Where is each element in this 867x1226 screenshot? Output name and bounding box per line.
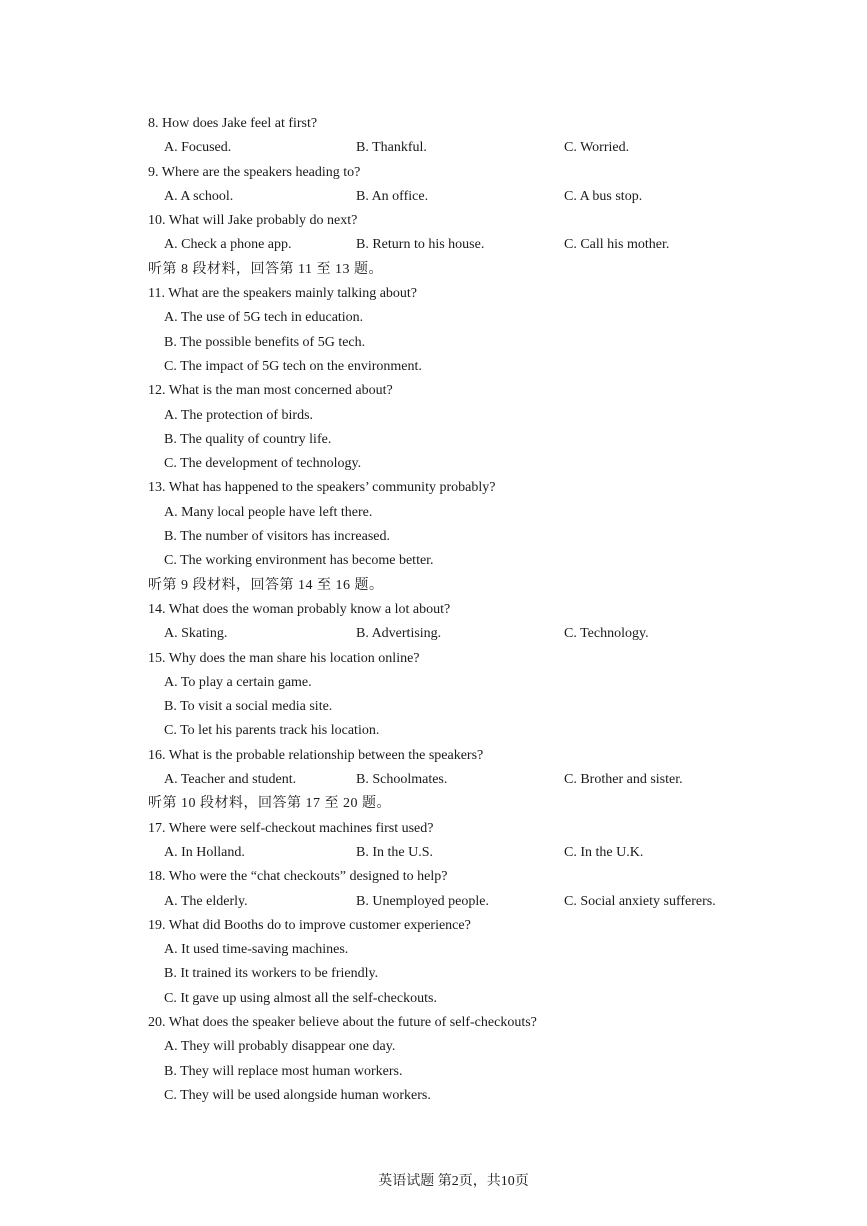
option-line: A. They will probably disappear one day. [164, 1039, 396, 1055]
option-line: A. It used time-saving machines. [164, 942, 349, 958]
section-instruction: 听第 9 段材料，回答第 14 至 16 题。 [148, 577, 384, 593]
option-c: C. Social anxiety sufferers. [564, 893, 716, 909]
option-c: C. A bus stop. [564, 188, 643, 204]
option-a: A. Check a phone app. [164, 237, 292, 253]
question-text: 8. How does Jake feel at first? [148, 116, 318, 131]
option-row [148, 890, 788, 914]
question-text: 14. What does the woman probably know a lot about? [148, 601, 451, 617]
option-b: B. Thankful. [356, 140, 427, 156]
option-row [148, 136, 788, 160]
option-line: B. They will replace most human workers. [164, 1063, 403, 1079]
option-c: C. In the U.K. [564, 844, 644, 860]
option-line: B. The quality of country life. [164, 431, 332, 447]
option-row [148, 233, 788, 257]
option-b: B. In the U.S. [356, 844, 433, 860]
option-c: C. Call his mother. [564, 237, 670, 253]
option-b: B. Return to his house. [356, 237, 485, 253]
section-instruction: 听第 8 段材料，回答第 11 至 13 题。 [148, 261, 383, 277]
option-row [148, 768, 788, 792]
option-line: A. The protection of birds. [164, 407, 314, 423]
question-text: 16. What is the probable relationship between the speakers? [148, 747, 484, 763]
option-c: C. Brother and sister. [564, 772, 683, 788]
option-line: C. The development of technology. [164, 456, 362, 472]
question-text: 20. What does the speaker believe about the future of self-checkouts? [148, 1014, 537, 1030]
option-line: C. They will be used alongside human workers. [164, 1087, 431, 1103]
option-line: C. The impact of 5G tech on the environment. [164, 358, 422, 374]
question-text: 9. Where are the speakers heading to? [148, 164, 361, 180]
option-row [148, 622, 788, 646]
question-text: 15. Why does the man share his location online? [148, 650, 420, 666]
option-a: A. Focused. [164, 140, 232, 156]
option-b: B. An office. [356, 188, 429, 204]
option-line: C. To let his parents track his location. [164, 723, 380, 739]
page-footer: 英语试题 第2页，共10页 [378, 1174, 529, 1189]
option-line: B. The possible benefits of 5G tech. [164, 334, 366, 350]
question-list [148, 112, 788, 1108]
section-instruction: 听第 10 段材料，回答第 17 至 20 题。 [148, 796, 391, 812]
option-line: A. The use of 5G tech in education. [164, 310, 364, 326]
option-line: A. To play a certain game. [164, 674, 312, 690]
option-line: C. The working environment has become better. [164, 553, 434, 569]
option-b: B. Unemployed people. [356, 893, 489, 909]
option-b: B. Schoolmates. [356, 772, 448, 788]
question-text: 18. Who were the “chat checkouts” designed to help? [148, 869, 448, 885]
question-text: 13. What has happened to the speakers’ community probably? [148, 480, 496, 496]
option-line: C. It gave up using almost all the self-checkouts. [164, 990, 437, 1006]
option-line: A. Many local people have left there. [164, 504, 373, 520]
question-text: 11. What are the speakers mainly talking about? [148, 286, 418, 302]
option-line: B. It trained its workers to be friendly. [164, 966, 379, 982]
question-text: 19. What did Booths do to improve customer experience? [148, 917, 471, 933]
option-a: A. A school. [164, 188, 234, 204]
option-b: B. Advertising. [356, 626, 442, 642]
option-a: A. Teacher and student. [164, 772, 297, 788]
question-text: 12. What is the man most concerned about? [148, 383, 393, 399]
option-a: A. The elderly. [164, 893, 248, 909]
option-row [148, 185, 788, 209]
option-line: B. To visit a social media site. [164, 699, 333, 715]
question-text: 10. What will Jake probably do next? [148, 213, 358, 229]
option-c: C. Technology. [564, 626, 649, 642]
option-a: A. In Holland. [164, 844, 245, 860]
option-line: B. The number of visitors has increased. [164, 529, 391, 545]
option-a: A. Skating. [164, 626, 228, 642]
question-text: 17. Where were self-checkout machines first used? [148, 820, 434, 836]
option-row [148, 841, 788, 865]
option-c: C. Worried. [564, 140, 630, 156]
